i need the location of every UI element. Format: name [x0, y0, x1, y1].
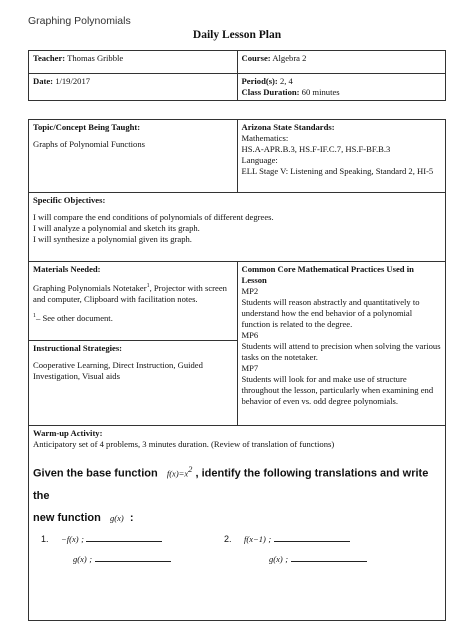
practice-line: MP2 [241, 286, 259, 296]
warmup-cell [29, 426, 446, 621]
prompt-part: , identify the following translations and write the [33, 467, 429, 502]
date-cell [29, 74, 238, 101]
objective-line: I will analyze a polynomial and sketch its graph. [33, 223, 200, 233]
practice-line: Students will reason abstractly and quantitatively to understand how the end behavior of a polynomial function is related to the degree. [241, 297, 420, 329]
base-exponent: 2 [188, 464, 193, 474]
objectives-label: Specific Objectives: [33, 195, 106, 205]
practice-line: Students will attend to precision when solving the various tasks on the notetaker. [241, 341, 441, 362]
separator: ; [81, 534, 84, 544]
objectives-cell [29, 193, 446, 262]
answer-blank[interactable] [274, 532, 350, 542]
separator: ; [268, 534, 272, 544]
base-function: f(x)=x [166, 468, 189, 479]
answer-blank[interactable] [291, 552, 367, 562]
problem-expression: g(x) [73, 554, 87, 564]
duration-label: Class Duration: [241, 87, 300, 97]
page-title: Daily Lesson Plan [192, 29, 282, 41]
standards-line: Language: [241, 155, 278, 165]
prompt-part: Given the base function [33, 467, 158, 480]
info-table [28, 50, 446, 101]
footnote-text: – See other document. [36, 312, 113, 323]
teacher-label: Teacher: [33, 53, 66, 63]
teacher-value: Thomas Gribble [67, 53, 124, 63]
problem-number: 2. [224, 534, 232, 544]
materials-label: Materials Needed: [33, 264, 101, 274]
date-label: Date: [33, 76, 54, 86]
course-value: Algebra 2 [272, 53, 307, 63]
materials-text [33, 281, 233, 305]
problem-1-g [73, 552, 171, 565]
footnote-number: 1 [33, 312, 36, 319]
answer-blank[interactable] [95, 552, 171, 562]
duration-value: 60 minutes [301, 87, 340, 97]
warmup-label: Warm-up Activity: [33, 428, 103, 438]
periods-value: 2, 4 [279, 76, 293, 86]
practices-cell [237, 262, 446, 426]
materials-text-a: Graphing Polynomials Notetaker [33, 282, 147, 293]
prompt-part: new function [33, 511, 101, 524]
problem-2-g [269, 552, 367, 565]
strategies-label: Instructional Strategies: [33, 343, 123, 353]
problem-expression: g(x) [269, 554, 283, 564]
practices-label: Common Core Mathematical Practices Used in Lesson [241, 264, 414, 285]
warmup-prompt [33, 458, 441, 529]
standards-line: ELL Stage V: Listening and Speaking, Standard 2, HI-5 [241, 166, 434, 176]
periods-label: Period(s): [241, 76, 278, 86]
topic-text: Graphs of Polynomial Functions [33, 139, 145, 149]
objective-line: I will synthesize a polynomial given its graph. [33, 234, 192, 244]
document-header: Graphing Polynomials [28, 15, 131, 27]
problem-number: 1. [41, 534, 49, 544]
period-cell [237, 74, 446, 101]
standards-line: HS.A-APR.B.3, HS.F-IF.C.7, HS.F-BF.B.3 [241, 144, 391, 154]
date-value: 1/19/2017 [55, 76, 91, 86]
practice-line: MP7 [241, 363, 259, 373]
footnote-marker: 1 [146, 283, 150, 289]
practice-line: MP6 [241, 330, 259, 340]
strategies-text: Cooperative Learning, Direct Instruction, Guided Investigation, Visual aids [33, 360, 203, 381]
g-function: g(x) [110, 512, 124, 523]
answer-blank[interactable] [86, 532, 162, 542]
objective-line: I will compare the end conditions of polynomials of different degrees. [33, 212, 274, 222]
materials-cell [29, 262, 238, 341]
separator: ; [89, 554, 93, 564]
problem-1 [41, 532, 162, 545]
course-label: Course: [241, 53, 271, 63]
standards-cell [237, 120, 446, 193]
strategies-cell [29, 341, 238, 426]
problem-expression: −f(x) [61, 534, 79, 544]
problem-2 [224, 532, 350, 545]
topic-cell [29, 120, 238, 193]
teacher-cell [29, 51, 238, 74]
topic-label: Topic/Concept Being Taught: [33, 122, 141, 132]
standards-label: Arizona State Standards: [241, 122, 335, 132]
course-cell [237, 51, 446, 74]
separator: ; [285, 554, 289, 564]
practice-line: Students will look for and make use of structure throughout the lesson, particularly when examining end behavior of even vs. odd degree polynomials. [241, 374, 434, 406]
problem-expression: f(x−1) [244, 534, 266, 544]
materials-text-b: , Projector with screen and computer, Clipboard with facilitation notes. [33, 282, 227, 304]
standards-line: Mathematics: [241, 133, 289, 143]
warmup-text: Anticipatory set of 4 problems, 3 minutes duration. (Review of translation of functions) [33, 439, 335, 449]
lesson-table [28, 119, 446, 621]
prompt-part: : [129, 511, 134, 524]
materials-footnote [33, 311, 233, 324]
